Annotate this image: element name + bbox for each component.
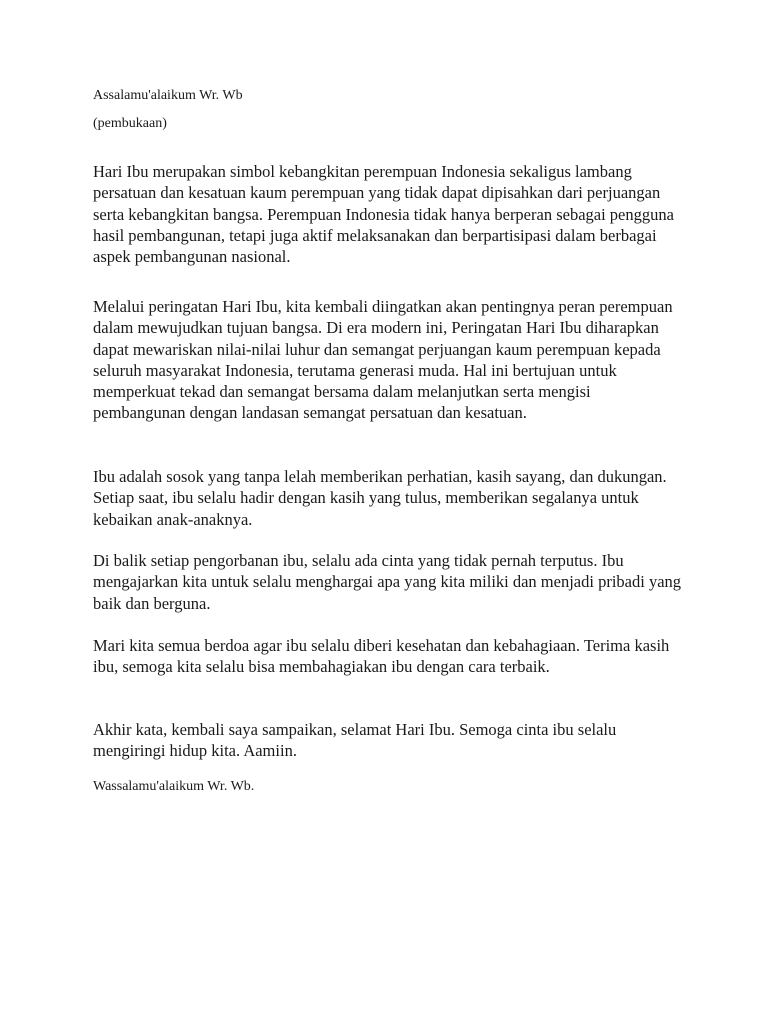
opening-note: (pembukaan) [93, 116, 167, 131]
closing-text: Wassalamu'alaikum Wr. Wb. [93, 779, 255, 794]
body-paragraph: Mari kita semua berdoa agar ibu selalu diberi kesehatan dan kebahagiaan. Terima kasih ibu, semoga kita selalu bisa membahagiakan ibu dengan cara terbaik. [93, 636, 670, 677]
body-paragraph: Hari Ibu merupakan simbol kebangkitan perempuan Indonesia sekaligus lambang persatuan dan kesatuan kaum perempuan yang tidak dapat dipisahkan dari perjuangan serta kebangkitan bangsa. Perempuan Indonesia tidak hanya berperan sebagai pengguna hasil pembangunan, tetapi juga aktif melaksanakan dan berpartisipasi dalam berbagai aspek pembangunan nasional. [93, 162, 674, 267]
body-paragraph: Ibu adalah sosok yang tanpa lelah memberikan perhatian, kasih sayang, dan dukungan. Setiap saat, ibu selalu hadir dengan kasih yang tulus, memberikan segalanya untuk kebaikan anak-anaknya. [93, 467, 667, 529]
greeting-text: Assalamu'alaikum Wr. Wb [93, 88, 243, 103]
body-paragraph: Akhir kata, kembali saya sampaikan, selamat Hari Ibu. Semoga cinta ibu selalu mengiringi hidup kita. Aamiin. [93, 720, 617, 761]
body-paragraph: Melalui peringatan Hari Ibu, kita kembali diingatkan akan pentingnya peran perempuan dalam mewujudkan tujuan bangsa. Di era modern ini, Peringatan Hari Ibu diharapkan dapat mewariskan nilai-nilai luhur dan semangat perjuangan kaum perempuan kepada seluruh masyarakat Indonesia, terutama generasi muda. Hal ini bertujuan untuk memperkuat tekad dan semangat bersama dalam melanjutkan serta mengisi pembangunan dengan landasan semangat persatuan dan kesatuan. [93, 297, 673, 423]
body-paragraph: Di balik setiap pengorbanan ibu, selalu ada cinta yang tidak pernah terputus. Ibu mengajarkan kita untuk selalu menghargai apa yang kita miliki dan menjadi pribadi yang baik dan berguna. [93, 551, 682, 613]
